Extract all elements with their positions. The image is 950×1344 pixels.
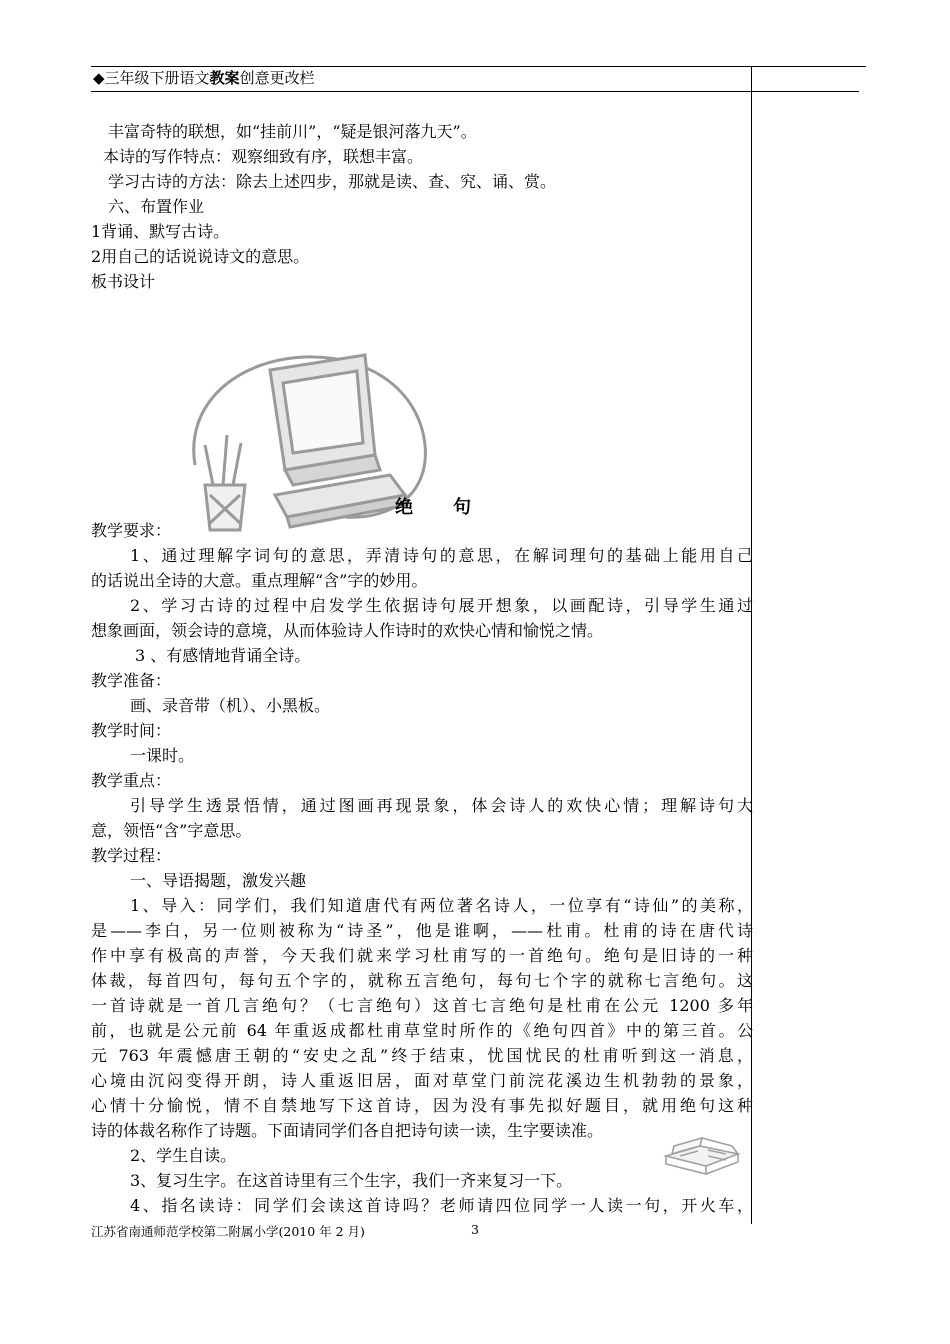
lesson-title: 绝句 (395, 497, 511, 518)
upper-line: 本诗的写作特点：观察细致有序，联想丰富。 (103, 147, 424, 166)
header-title (93, 68, 315, 88)
footer-school: 江苏省南通师范学校第二附属小学(2010 年 2 月) (91, 1224, 365, 1239)
body-line: 2、学习古诗的过程中启发学生依据诗句展开想象，以画配诗，引导学生通过 (130, 596, 753, 615)
body-line: 3、复习生字。在这首诗里有三个生字，我们一齐来复习一下。 (130, 1171, 573, 1190)
body-line: 心情十分愉悦，情不自禁地写下这首诗，因为没有事先拟好题目，就用绝句这种 (91, 1096, 753, 1115)
body-line: 一课时。 (130, 746, 195, 765)
upper-line: 丰富奇特的联想，如“挂前川”，“疑是银河落九天”。 (108, 122, 477, 141)
upper-line: 板书设计 (91, 272, 156, 291)
page-number: 3 (471, 1222, 479, 1237)
upper-line: 1背诵、默写古诗。 (91, 222, 230, 241)
body-line: 教学重点： (91, 771, 172, 790)
body-line: 是——李白，另一位则被称为“诗圣”，他是谁啊，——杜甫。杜甫的诗在唐代诗 (91, 921, 753, 940)
body-line: 2、学生自读。 (130, 1146, 237, 1165)
body-line: 的话说出全诗的大意。重点理解“含”字的妙用。 (91, 571, 428, 590)
header-top-rule (91, 66, 866, 67)
body-line: 体裁，每首四句，每句五个字的，就称五言绝句，每句七个字的就称七言绝句。这 (91, 971, 753, 990)
open-books-icon (662, 1132, 742, 1178)
header-suffix: 创意更改栏 (239, 69, 315, 87)
body-line: 4、指名读诗：同学们会读这首诗吗？老师请四位同学一人读一句，开火车， (130, 1196, 753, 1215)
header-bottom-rule (91, 91, 859, 92)
body-line: 前，也就是公元前 64 年重返成都杜甫草堂时所作的《绝句四首》中的第三首。公 (91, 1021, 753, 1040)
upper-line: 六、布置作业 (108, 197, 205, 216)
body-line: 元 763 年震憾唐王朝的“安史之乱”终于结束，忧国忧民的杜甫听到这一消息， (91, 1046, 753, 1065)
body-line: 想象画面，领会诗的意境，从而体验诗人作诗时的欢快心情和愉悦之情。 (91, 621, 604, 640)
body-line: 教学过程： (91, 846, 172, 865)
upper-line: 2用自己的话说说诗文的意思。 (91, 247, 310, 266)
body-line: 画、录音带（机）、小黑板。 (130, 696, 331, 715)
body-line: 引导学生透景悟情，通过图画再现景象，体会诗人的欢快心情；理解诗句大 (130, 796, 753, 815)
body-line: 教学准备： (91, 671, 172, 690)
body-line: 心境由沉闷变得开朗，诗人重返旧居，面对草堂门前浣花溪边生机勃勃的景象， (91, 1071, 753, 1090)
body-line: 一、导语揭题，激发兴趣 (130, 871, 307, 890)
body-line: 一首诗就是一首几言绝句？（七言绝句）这首七言绝句是杜甫在公元 1200 多年 (91, 996, 753, 1015)
header-bold-word: 教案 (209, 69, 240, 87)
upper-line: 学习古诗的方法：除去上述四步，那就是读、查、究、诵、赏。 (108, 172, 557, 191)
body-line: 诗的体裁名称作了诗题。下面请同学们各自把诗句读一读，生字要读准。 (91, 1121, 604, 1140)
body-line: 教学要求： (91, 521, 172, 540)
header-prefix: ◆三年级下册语文 (93, 69, 210, 87)
body-line: 1、导入：同学们，我们知道唐代有两位著名诗人，一位享有“诗仙”的美称， (130, 896, 753, 915)
body-line: 意，领悟“含”字意思。 (91, 821, 252, 840)
body-line: 3 、有感情地背诵全诗。 (135, 646, 311, 665)
body-line: 1、通过理解字词句的意思，弄清诗句的意思，在解词理句的基础上能用自己 (130, 546, 753, 565)
body-line: 作中享有极高的声誉，今天我们就来学习杜甫写的一首绝句。绝句是旧诗的一种 (91, 946, 753, 965)
body-line: 教学时间： (91, 721, 172, 740)
